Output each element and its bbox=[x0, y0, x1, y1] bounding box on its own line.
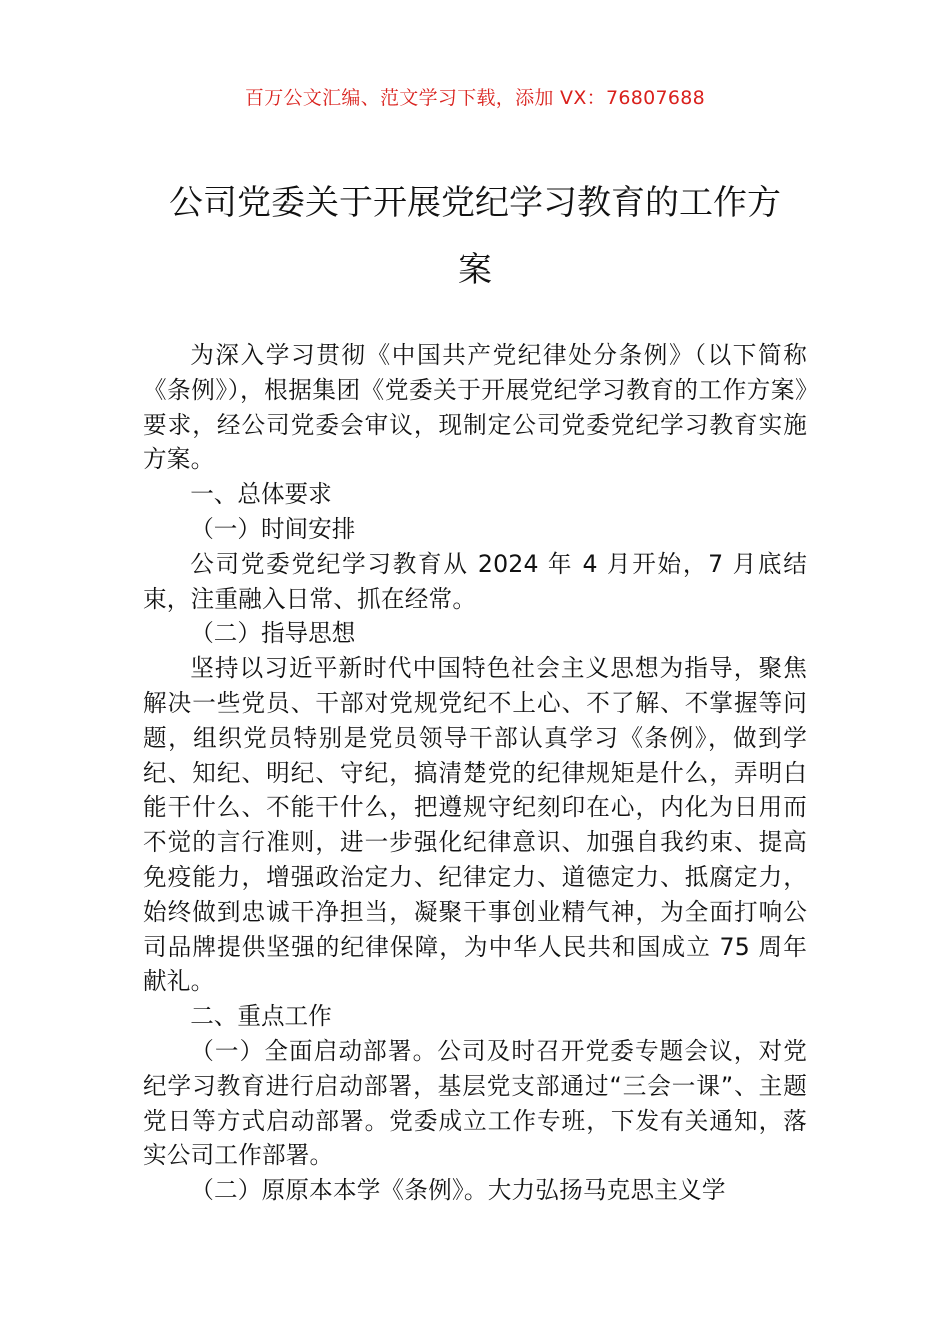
watermark-banner: 百万公文汇编、范文学习下载，添加 VX：76807688 bbox=[244, 87, 706, 109]
schedule-paragraph: 公司党委党纪学习教育从 2024 年 4 月开始，7 月底结束，注重融入日常、抓在经常。 bbox=[143, 549, 807, 613]
title-line-2: 案 bbox=[458, 250, 492, 290]
section-heading-key-work: 二、重点工作 bbox=[190, 1002, 332, 1031]
title-line-1: 公司党委关于开展党纪学习教育的工作方 bbox=[169, 183, 781, 223]
intro-paragraph: 为深入学习贯彻《中国共产党纪律处分条例》（以下简称《条例》），根据集团《党委关于开展党纪学习教育的工作方案》要求，经公司党委会审议，现制定公司党委党纪学习教育实施方案。 bbox=[143, 341, 807, 474]
section-heading-general-requirements: 一、总体要求 bbox=[190, 480, 332, 509]
key-work-item-2: （二）原原本本学《条例》。大力弘扬马克思主义学 bbox=[190, 1176, 726, 1205]
document-body bbox=[143, 338, 807, 1208]
subheading-guiding-ideology: （二）指导思想 bbox=[190, 619, 356, 648]
key-work-item-1: （一）全面启动部署。公司及时召开党委专题会议，对党纪学习教育进行启动部署，基层党支部通过“三会一课”、主题党日等方式启动部署。党委成立工作专班，下发有关通知，落实公司工作部署。 bbox=[143, 1036, 807, 1170]
subheading-schedule: （一）时间安排 bbox=[190, 514, 356, 543]
guiding-ideology-paragraph: 坚持以习近平新时代中国特色社会主义思想为指导，聚焦解决一些党员、干部对党规党纪不上心、不了解、不掌握等问题，组织党员特别是党员领导干部认真学习《条例》，做到学纪、知纪、明纪、守纪，搞清楚党的纪律规矩是什么，弄明白能干什么、不能干什么，把遵规守纪刻印在心，内化为日用而不觉的言行准则，进一步强化纪律意识、加强自我约束、提高免疫能力，增强政治定力、纪律定力、道德定力、抵腐定力，始终做到忠诚干净担当，凝聚干事创业精气神，为全面打响公司品牌提供坚强的纪律保障，为中华人民共和国成立 75 周年献礼。 bbox=[143, 654, 807, 996]
document-title bbox=[140, 170, 810, 304]
